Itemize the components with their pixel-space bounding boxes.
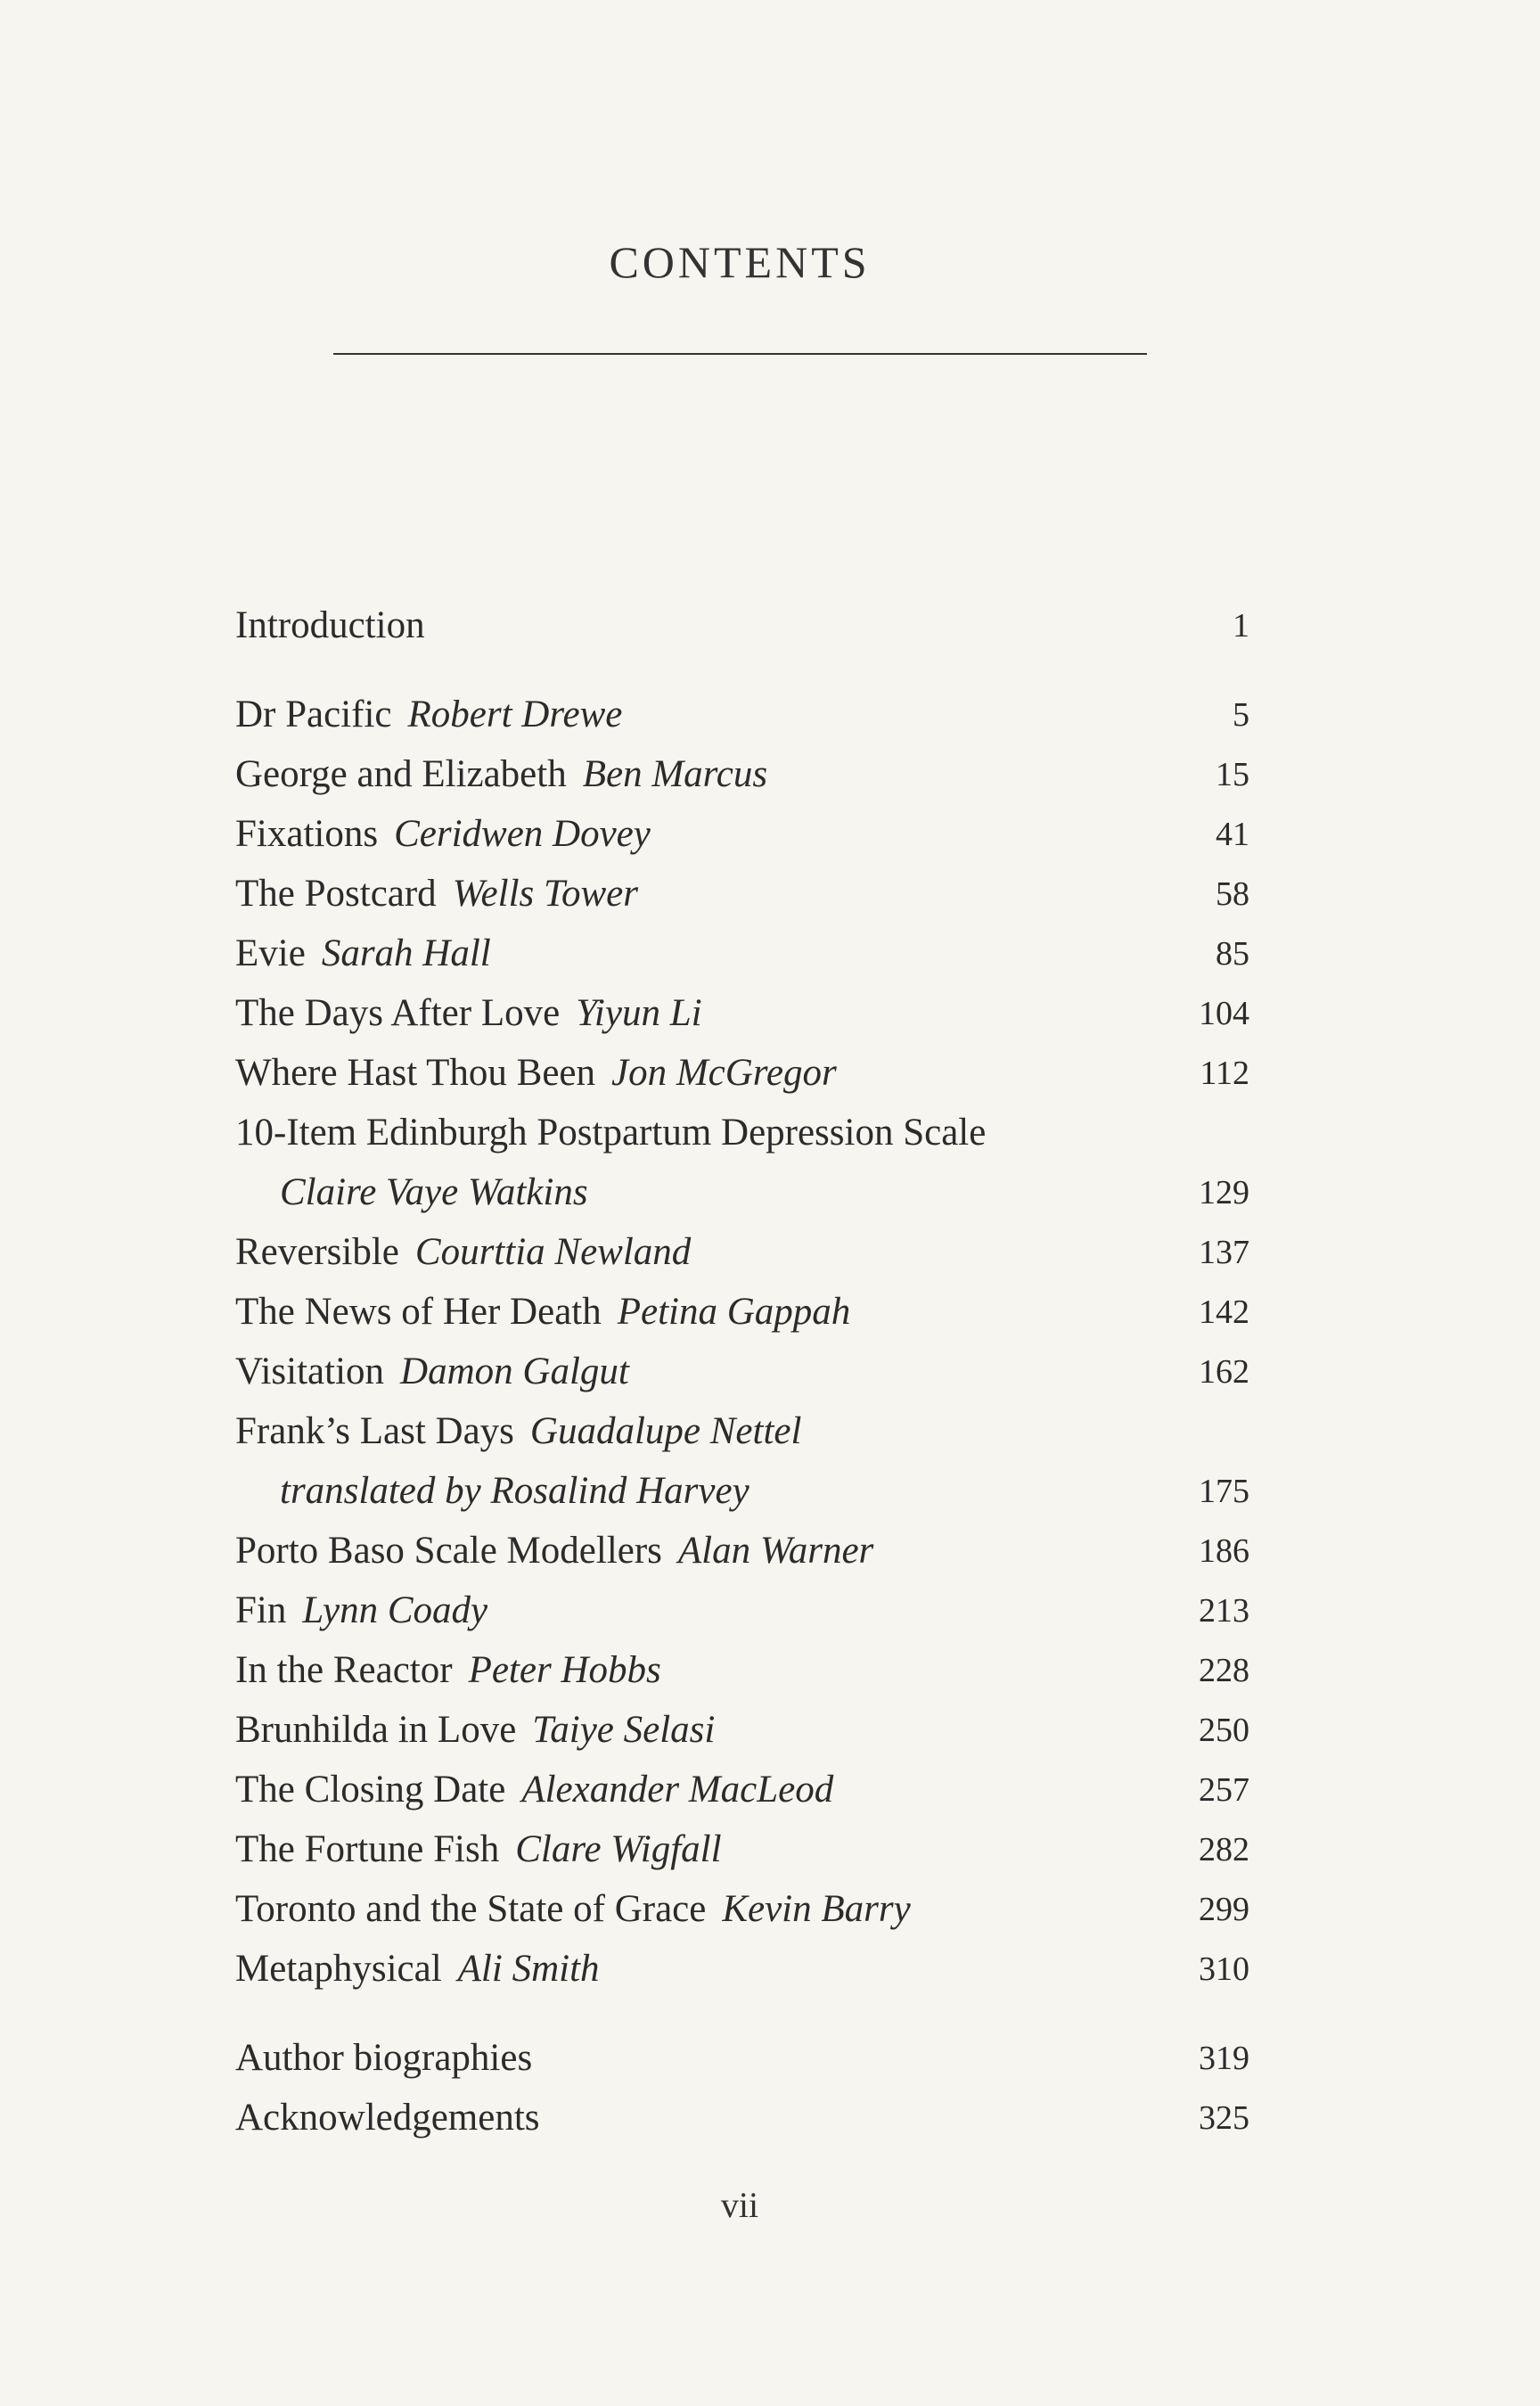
entry-author: Alexander MacLeod: [521, 1769, 834, 1811]
toc-entry[interactable]: [235, 987, 1249, 1040]
entry-author: Peter Hobbs: [468, 1649, 661, 1691]
entry-translator: translated by Rosalind Harvey: [280, 1470, 750, 1512]
entry-author: Lynn Coady: [302, 1589, 488, 1631]
entry-title: Porto Baso Scale Modellers: [235, 1530, 662, 1572]
toc-entry[interactable]: [235, 748, 1249, 801]
toc-entry-continuation[interactable]: [235, 1166, 1249, 1219]
entry-page-number: 257: [1199, 1771, 1249, 1809]
entry-author: Wells Tower: [452, 873, 638, 915]
entry-page-number: 162: [1199, 1353, 1249, 1391]
toc-entry[interactable]: [235, 1883, 1249, 1936]
entry-title: Acknowledgements: [235, 2097, 540, 2139]
entry-title: The News of Her Death: [235, 1291, 602, 1333]
entry-page-number: 142: [1199, 1293, 1249, 1331]
entry-page-number: 228: [1199, 1652, 1249, 1689]
entry-page-number: 58: [1216, 875, 1249, 913]
toc-entry[interactable]: [235, 1405, 1249, 1458]
entry-title: Brunhilda in Love: [235, 1709, 517, 1751]
toc-entry[interactable]: [235, 1285, 1249, 1339]
toc-entry[interactable]: [235, 1644, 1249, 1697]
entry-title: The Days After Love: [235, 992, 561, 1034]
entry-author: Sarah Hall: [321, 932, 491, 974]
entry-title: Fixations: [235, 813, 379, 855]
entry-author: Kevin Barry: [722, 1888, 911, 1930]
toc-entry[interactable]: [235, 1524, 1249, 1578]
entry-title: Visitation: [235, 1351, 385, 1392]
toc-entry[interactable]: [235, 1106, 1249, 1160]
entry-author: Ceridwen Dovey: [394, 813, 651, 855]
entry-title: The Postcard: [235, 873, 437, 915]
entry-page-number: 137: [1199, 1234, 1249, 1271]
toc-entry-author-biographies[interactable]: [235, 2032, 1249, 2085]
entry-page-number: 5: [1233, 696, 1249, 734]
entry-title: George and Elizabeth: [235, 753, 567, 795]
entry-author: Claire Vaye Watkins: [280, 1171, 588, 1213]
toc-entry-acknowledgements[interactable]: [235, 2091, 1249, 2145]
page-title: CONTENTS: [609, 237, 871, 287]
entry-title: Reversible: [235, 1231, 399, 1273]
entry-page-number: 104: [1199, 995, 1249, 1032]
entry-page-number: 175: [1199, 1473, 1249, 1510]
entry-author: Guadalupe Nettel: [529, 1410, 802, 1452]
entry-title: 10-Item Edinburgh Postpartum Depression Scale: [235, 1112, 987, 1154]
toc-entry-continuation[interactable]: [235, 1465, 1249, 1518]
entry-page-number: 186: [1199, 1532, 1249, 1570]
entry-title: Introduction: [235, 604, 425, 646]
entry-page-number: 129: [1199, 1174, 1249, 1211]
title-rule: [333, 353, 1147, 355]
entry-title: Fin: [235, 1589, 287, 1631]
entry-author: Jon McGregor: [611, 1052, 837, 1094]
entry-page-number: 112: [1200, 1055, 1249, 1092]
entry-page-number: 15: [1216, 756, 1249, 793]
entry-title: Author biographies: [235, 2037, 533, 2079]
entry-author: Ben Marcus: [582, 753, 768, 795]
toc-entry[interactable]: [235, 1584, 1249, 1638]
entry-author: Yiyun Li: [576, 992, 702, 1034]
entry-author: Taiye Selasi: [532, 1709, 716, 1751]
entry-author: Petina Gappah: [617, 1291, 851, 1333]
entry-title: Where Hast Thou Been: [235, 1052, 595, 1094]
toc-entry[interactable]: [235, 927, 1249, 981]
entry-page-number: 325: [1199, 2099, 1249, 2137]
entry-title: The Fortune Fish: [235, 1828, 500, 1870]
entry-title: Metaphysical: [235, 1948, 442, 1990]
entry-page-number: 310: [1199, 1950, 1249, 1988]
page-folio: vii: [720, 2185, 759, 2225]
entry-title: Frank’s Last Days: [235, 1410, 514, 1452]
entry-page-number: 85: [1216, 935, 1249, 973]
entry-page-number: 250: [1199, 1712, 1249, 1749]
entry-page-number: 213: [1199, 1592, 1249, 1630]
entry-title: Dr Pacific: [235, 694, 392, 735]
toc-entry[interactable]: [235, 808, 1249, 861]
entry-page-number: 319: [1199, 2040, 1249, 2077]
toc-entry[interactable]: [235, 1345, 1249, 1399]
entry-page-number: 282: [1199, 1831, 1249, 1868]
entry-author: Ali Smith: [457, 1948, 600, 1990]
toc-entry[interactable]: [235, 867, 1249, 921]
toc-entry[interactable]: [235, 1823, 1249, 1876]
entry-page-number: 1: [1233, 607, 1249, 645]
toc-entry[interactable]: [235, 1704, 1249, 1757]
toc-entry[interactable]: [235, 1047, 1249, 1100]
entry-title: Toronto and the State of Grace: [235, 1888, 707, 1930]
entry-title: The Closing Date: [235, 1769, 506, 1811]
entry-title: Evie: [235, 932, 306, 974]
toc-entry[interactable]: [235, 1942, 1249, 1996]
entry-author: Damon Galgut: [400, 1351, 629, 1392]
entry-page-number: 41: [1216, 816, 1249, 853]
toc-entry-introduction[interactable]: [235, 599, 1249, 653]
entry-title: In the Reactor: [235, 1649, 453, 1691]
entry-page-number: 299: [1199, 1891, 1249, 1928]
toc-entry[interactable]: [235, 1226, 1249, 1279]
entry-author: Clare Wigfall: [515, 1828, 722, 1870]
entry-author: Alan Warner: [677, 1530, 874, 1572]
toc-entry[interactable]: [235, 688, 1249, 742]
toc-entry[interactable]: [235, 1763, 1249, 1817]
entry-author: Courttia Newland: [414, 1231, 692, 1273]
entry-author: Robert Drewe: [407, 694, 623, 735]
